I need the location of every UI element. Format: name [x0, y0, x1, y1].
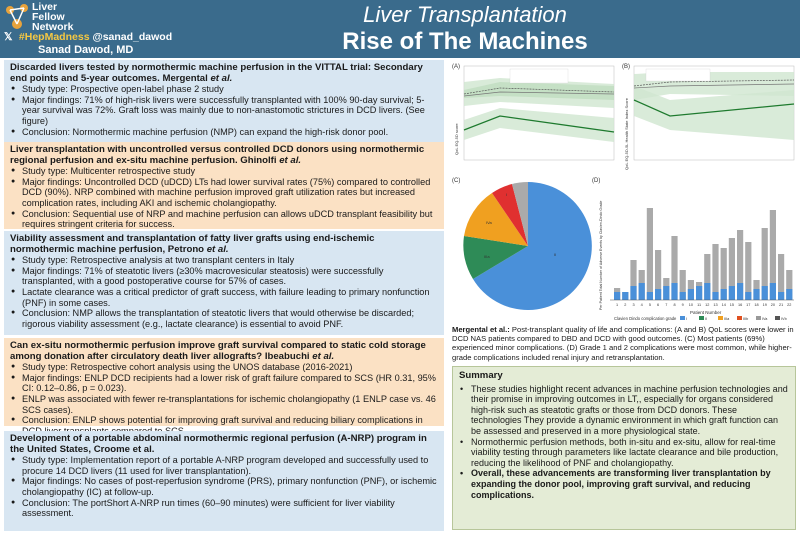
- study-title-etal: et al.: [210, 72, 233, 84]
- pie-label: II: [554, 252, 557, 257]
- logo-line-1: Liver: [32, 1, 58, 13]
- study-title-text: Viability assessment and transplantation of fatty liver grafts using end-ischemic normothermic machine perfusion, Petrono: [10, 233, 375, 255]
- panel-d-ylabel: Per Patient Total Number of Adverse Events by Clavien-Dindo Grade: [599, 200, 603, 310]
- panel-d-legend-title: Clavien Dindo complication grade: [614, 316, 677, 321]
- bullet-item: ● Major findings: 71% of high-risk livers were successfully transplanted with 100% 90-day survival; 5-year survival was 72%. Graft loss was mainly due to non-anastomotic strictures in DCD livers. (See figure): [10, 95, 438, 127]
- twitter-handle: @sanad_dawod: [92, 31, 173, 43]
- bar-segment: [696, 286, 702, 300]
- x-tick-label: 19: [762, 303, 767, 307]
- study-title: [10, 234, 438, 255]
- legend-swatch: [756, 316, 761, 320]
- legend-swatch: [737, 316, 742, 320]
- bar-segment: [655, 289, 661, 300]
- legend-label: IVb: [781, 317, 787, 321]
- study-title-text: Discarded livers tested by normothermic machine perfusion in the VITTAL trial: Secondary end points and 5-year outcomes. Mergental: [10, 62, 423, 84]
- bar-segment: [745, 242, 751, 300]
- panel-b-ylabel: QoL EQ-5D-5L Health State Index Score: [624, 98, 629, 170]
- x-tick-label: 2: [624, 303, 627, 307]
- bullet-item: ● Conclusion: ENLP shows potential for improving graft survival and reducing biliary complications in: [10, 415, 438, 436]
- bullet-item: ● Conclusion: NMP allows the transplantation of steatotic livers that would otherwise be discarded; rigorous viability assessment (e.g., lactate clearance) is essential to avoid PNF.: [10, 308, 438, 329]
- bar-segment: [753, 289, 759, 300]
- x-tick-label: 17: [746, 303, 751, 307]
- legend-swatch: [718, 316, 723, 320]
- legend-label: IIIb: [743, 317, 749, 321]
- study-section-ghinolfi: [4, 142, 444, 229]
- bar-segment: [712, 292, 718, 300]
- bullet-item: ● Study type: Retrospective cohort analysis using the UNOS database (2016-2021): [10, 362, 438, 373]
- x-tick-label: 16: [737, 303, 743, 307]
- x-tick-label: 4: [640, 303, 643, 307]
- pie-label: I: [506, 192, 508, 197]
- bar-segment: [737, 283, 743, 300]
- study-bullets: [10, 255, 438, 329]
- figure-caption: [452, 325, 796, 362]
- bar-segment: [745, 292, 751, 300]
- social-handles: [4, 31, 172, 43]
- x-tick-label: 6: [657, 303, 660, 307]
- x-twitter-icon: 𝕏: [4, 31, 13, 43]
- panel-d-bars: [614, 208, 792, 300]
- legend-label: II: [705, 317, 708, 321]
- summary-bullet-bold: • Overall, these advancements are transforming liver transplantation by expanding the donor pool, improving graft survival, and reducing complications.: [459, 468, 789, 500]
- x-tick-label: 15: [729, 303, 735, 307]
- summary-title: Summary: [459, 370, 503, 381]
- panel-a-plot: [464, 66, 614, 160]
- bar-segment: [786, 289, 792, 300]
- panel-d-xticks: [616, 303, 791, 307]
- caption-text: Post-transplant quality of life and complications: (A and B) QoL scores were lower in DCD NAS patients compared to DBD and DCD with good outcomes. (C) Most patients (69%) experienced minor complications. (D) Grade 1 and 2 complications were most common, while higher-grade complications included renal injury and retransplantation.: [452, 325, 794, 362]
- study-title: [10, 63, 438, 84]
- bullet-item: ● Study type: Retrospective analysis at two transplant centers in Italy: [10, 255, 438, 266]
- bar-segment: [729, 286, 735, 300]
- x-tick-label: 13: [713, 303, 718, 307]
- poster-header: [0, 0, 800, 58]
- summary-bullet: • Normothermic perfusion methods, both in-situ and ex-situ, allow for real-time viability testing through parameters like lactate clearance and bile production, reducing the likelihood of PNF and cholangiopathy.: [459, 437, 789, 469]
- bar-segment: [688, 289, 694, 300]
- bullet-item: ● Conclusion: Sequential use of NRP and machine perfusion can allows uDCD transplant feasibility but requires stringent criteria for success.: [10, 209, 438, 230]
- bullet-item: ● Major findings: 71% of steatotic livers (≥30% macrovesicular steatosis) were successfully transplanted, with a good postoperative course for 57% of cases.: [10, 266, 438, 287]
- x-tick-label: 7: [665, 303, 668, 307]
- study-section-croome: [4, 431, 444, 531]
- study-title-etal: et al.: [206, 243, 229, 255]
- study-title: [10, 145, 438, 166]
- legend-label: I: [686, 317, 688, 321]
- bar-segment: [712, 244, 718, 300]
- bullet-item: ● Major findings: No cases of post-reperfusion syndrome (PRS), primary nonfunction (PNF), or ischemic cholangiopathy (IC) at follow-up.: [10, 476, 438, 497]
- summary-bullets: [459, 384, 789, 501]
- pie-label: IIIa: [484, 254, 490, 259]
- panel-a-ylabel: QoL EQ-5D score: [454, 123, 459, 155]
- bar-segment: [721, 289, 727, 300]
- bullet-item: ● Study type: Multicenter retrospective study: [10, 166, 438, 177]
- panel-d-legend: [680, 316, 787, 321]
- hashtag: #HepMadness: [18, 31, 90, 43]
- liver-fellow-network-logo: [4, 2, 96, 32]
- bar-segment: [630, 286, 636, 300]
- x-tick-label: 8: [673, 303, 676, 307]
- summary-bullet: • These studies highlight recent advances in machine perfusion technologies and their promise in improving outcomes in LT,, especially for organs considered high-risk such as steatotic grafts or those from DCD donors. These technologies They provide a dynamic environment in which graft function can be assessed and preserved in a more physiological state.: [459, 384, 789, 437]
- bar-segment: [647, 292, 653, 300]
- x-tick-label: 21: [778, 303, 784, 307]
- x-tick-label: 3: [632, 303, 635, 307]
- x-tick-label: 5: [648, 303, 651, 307]
- x-tick-label: 11: [697, 303, 702, 307]
- legend-swatch: [680, 316, 688, 321]
- study-bullets: [10, 455, 438, 519]
- legend-label: IIIa: [724, 317, 730, 321]
- study-section-mergental: [4, 60, 444, 142]
- x-tick-label: 22: [787, 303, 792, 307]
- x-tick-label: 14: [721, 303, 726, 307]
- author-name: Sanad Dawod, MD: [38, 44, 134, 56]
- logo-line-2: Fellow: [32, 11, 65, 23]
- bar-segment: [680, 292, 686, 300]
- panel-b-label: (B): [622, 64, 630, 70]
- study-section-petrono: [4, 231, 444, 335]
- bar-segment: [622, 292, 628, 300]
- x-tick-label: 12: [705, 303, 710, 307]
- bullet-item: ● Major findings: ENLP DCD recipients had a lower risk of graft failure compared to SCS (HR 0.31, 95% CI: 0.12–0.86, p = 0.023).: [10, 373, 438, 394]
- bullet-item: ● Conclusion: Normothermic machine perfusion (NMP) can expand the high-risk donor pool.: [10, 127, 438, 138]
- study-title: [10, 434, 438, 455]
- mergental-figure: [450, 60, 796, 322]
- panel-a-label: (A): [452, 64, 460, 70]
- panel-d-label: (D): [592, 178, 601, 184]
- caption-lead: Mergental et al.:: [452, 325, 510, 334]
- panel-c-label: (C): [452, 178, 461, 184]
- x-tick-label: 20: [770, 303, 776, 307]
- poster-title-line-1: Liver Transplantation: [363, 2, 567, 27]
- bullet-item: ● Major findings: Uncontrolled DCD (uDCD) LTs had lower survival rates (75%) compared to controlled DCD (90%). NRP combined with machine perfusion improved graft utilization rates but increased complication rates, including AKI and ischemic cholangiopathy.: [10, 177, 438, 209]
- bar-segment: [663, 286, 669, 300]
- bullet-item: ● Study type: Implementation report of a portable A-NRP program developed and successfully used to procure 14 DCD livers (11 used for liver transplantation).: [10, 455, 438, 476]
- bullet-item: ● Study type: Prospective open-label phase 2 study: [10, 84, 438, 95]
- study-title-text: Liver transplantation with uncontrolled versus controlled DCD donors using normothermic regional perfusion and ex-situ machine perfusion. Ghinolfi: [10, 144, 425, 166]
- study-title: [10, 341, 438, 362]
- bar-segment: [671, 283, 677, 300]
- legend-label: IVa: [762, 317, 768, 321]
- summary-box: [452, 366, 796, 530]
- x-tick-label: 1: [616, 303, 619, 307]
- study-bullets: [10, 362, 438, 436]
- study-bullets: [10, 84, 438, 137]
- logo-line-3: Network: [32, 21, 74, 33]
- bar-segment: [614, 292, 620, 300]
- bullet-item: ● Conclusion: The portShort A-NRP run times (60–90 minutes) were sufficient for liver viability assessment.: [10, 498, 438, 519]
- legend-swatch: [699, 316, 704, 320]
- study-title-etal: et al.: [279, 154, 302, 166]
- pie-label: IVa: [486, 220, 492, 225]
- bar-segment: [770, 283, 776, 300]
- bar-segment: [778, 292, 784, 300]
- bar-segment: [762, 286, 768, 300]
- study-title-text: Can ex-situ normothermic perfusion improve graft survival compared to static cold storage among donation after circulatory death liver allografts? Ibeabuchi: [10, 340, 426, 362]
- bar-segment: [647, 208, 653, 300]
- bullet-item: ● ENLP was associated with fewer re-transplantations for ischemic cholangiopathy (1 ENLP case vs. 46 SCS cases).: [10, 394, 438, 415]
- panel-d-xlabel: Patient Number: [690, 310, 722, 315]
- poster-title-line-2: Rise of The Machines: [342, 28, 588, 55]
- legend-swatch: [775, 316, 780, 320]
- study-section-ibeabuchi: [4, 338, 444, 426]
- panel-c-pie: [463, 182, 591, 310]
- logo-text: [32, 2, 73, 32]
- network-logo-icon: [4, 2, 32, 32]
- x-tick-label: 18: [754, 303, 759, 307]
- x-tick-label: 9: [681, 303, 684, 307]
- panel-b-plot: [634, 66, 794, 160]
- study-bullets: [10, 166, 438, 230]
- bar-segment: [704, 283, 710, 300]
- study-title-etal: et al.: [312, 350, 335, 362]
- study-title-text: Development of a portable abdominal normothermic regional perfusion (A-NRP) program in the United States, Croome et al.: [10, 433, 427, 455]
- bullet-item: ● Lactate clearance was a critical predictor of graft success, with failure leading to primary nonfunction (PNF) in some cases.: [10, 287, 438, 308]
- bar-segment: [639, 283, 645, 300]
- x-tick-label: 10: [688, 303, 694, 307]
